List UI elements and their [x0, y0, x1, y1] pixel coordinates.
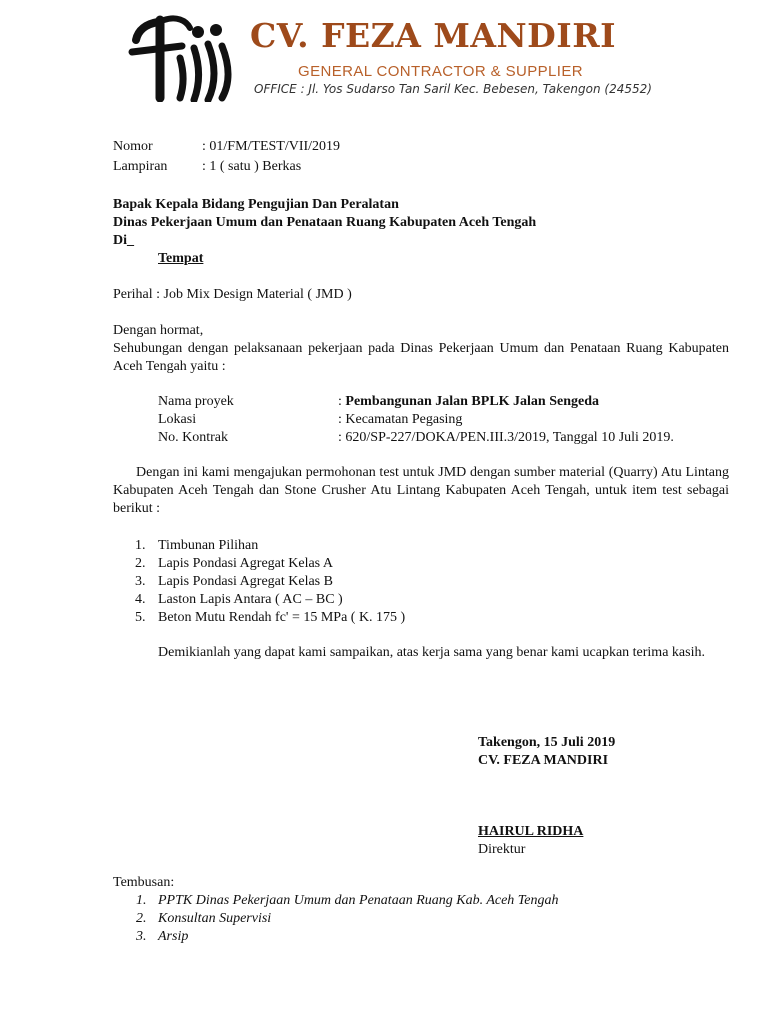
project-location-label: Lokasi	[158, 412, 197, 427]
nomor-value: : 01/FM/TEST/VII/2019	[202, 139, 341, 154]
test-item-number: 1.	[135, 538, 146, 553]
greeting: Dengan hormat,	[113, 323, 204, 338]
test-item-number: 3.	[135, 574, 146, 589]
signature-company: CV. FEZA MANDIRI	[478, 753, 609, 768]
fmj-logo-icon	[124, 10, 242, 102]
cc-item-number: 2.	[136, 911, 147, 926]
test-item-number: 5.	[135, 610, 146, 625]
test-item: Timbunan Pilihan	[158, 538, 259, 553]
signatory-title: Direktur	[478, 842, 526, 857]
project-contract-label: No. Kontrak	[158, 430, 228, 445]
recipient-line-3: Di_	[113, 233, 134, 248]
project-location-value: : Kecamatan Pegasing	[338, 412, 463, 427]
test-item-number: 2.	[135, 556, 146, 571]
test-item: Lapis Pondasi Agregat Kelas B	[158, 574, 333, 589]
project-name-colon: :	[338, 394, 346, 409]
recipient-place: Tempat	[158, 251, 204, 266]
project-contract-value: : 620/SP-227/DOKA/PEN.III.3/2019, Tanggal 10 Juli 2019.	[338, 430, 674, 445]
cc-label: Tembusan:	[113, 875, 175, 890]
cc-item: Konsultan Supervisi	[158, 911, 272, 926]
cc-item-number: 3.	[136, 929, 147, 944]
project-name-value	[338, 393, 599, 411]
nomor-label: Nomor	[113, 139, 153, 154]
company-name: CV. FEZA MANDIRI	[250, 16, 617, 55]
recipient-line-1: Bapak Kepala Bidang Pengujian Dan Peralatan	[113, 197, 399, 212]
intro-paragraph: Sehubungan dengan pelaksanaan pekerjaan pada Dinas Pekerjaan Umum dan Penataan Ruang Kabupaten Aceh Tengah yaitu :	[113, 341, 729, 374]
lampiran-value: : 1 ( satu ) Berkas	[202, 159, 302, 174]
project-name-label: Nama proyek	[158, 394, 234, 409]
test-item-number: 4.	[135, 592, 146, 607]
recipient-line-2: Dinas Pekerjaan Umum dan Penataan Ruang Kabupaten Aceh Tengah	[113, 215, 537, 230]
test-item: Lapis Pondasi Agregat Kelas A	[158, 556, 333, 571]
subject-line: Perihal : Job Mix Design Material ( JMD )	[113, 287, 352, 302]
lampiran-label: Lampiran	[113, 159, 168, 174]
company-tagline: GENERAL CONTRACTOR & SUPPLIER	[298, 63, 583, 80]
cc-item-number: 1.	[136, 893, 147, 908]
office-address: OFFICE : Jl. Yos Sudarso Tan Saril Kec. Bebesen, Takengon (24552)	[254, 82, 652, 96]
cc-item: PPTK Dinas Pekerjaan Umum dan Penataan Ruang Kab. Aceh Tengah	[158, 893, 559, 908]
request-paragraph: Dengan ini kami mengajukan permohonan test untuk JMD dengan sumber material (Quarry) Atu Lintang Kabupaten Aceh Tengah dan Stone Crusher Atu Lintang Kabupaten Aceh Tengah, untuk item test sebagai berikut :	[113, 465, 729, 516]
test-item: Laston Lapis Antara ( AC – BC )	[158, 592, 343, 607]
signature-place-date: Takengon, 15 Juli 2019	[478, 735, 616, 750]
project-name-text: Pembangunan Jalan BPLK Jalan Sengeda	[345, 394, 600, 409]
test-item: Beton Mutu Rendah fc' = 15 MPa ( K. 175 )	[158, 610, 406, 625]
cc-item: Arsip	[158, 929, 189, 944]
signatory-name: HAIRUL RIDHA	[478, 824, 584, 839]
closing-paragraph: Demikianlah yang dapat kami sampaikan, atas kerja sama yang benar kami ucapkan terima kasih.	[158, 645, 705, 660]
